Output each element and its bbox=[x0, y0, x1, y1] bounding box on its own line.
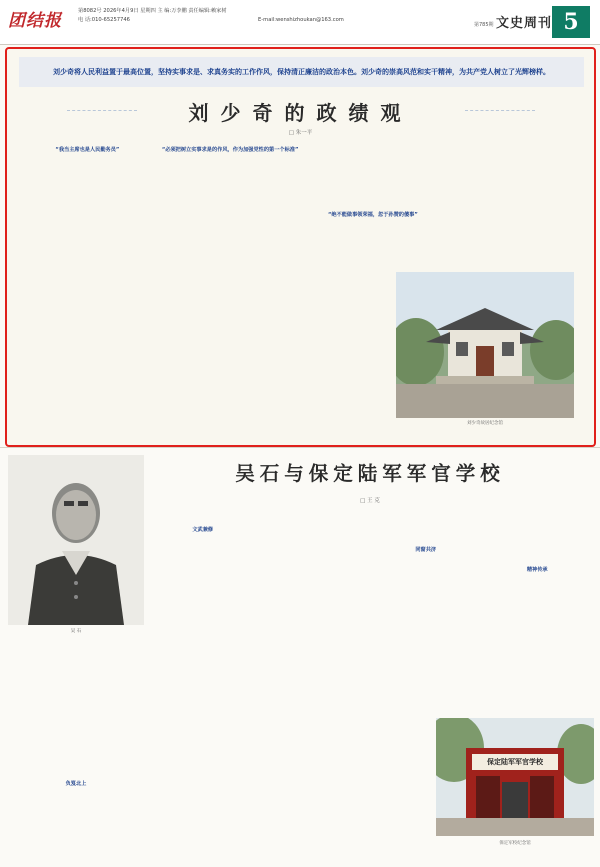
portrait-wu-shi bbox=[8, 455, 144, 625]
newspaper-logo: 团结报 bbox=[8, 11, 62, 31]
subheading: 同窗共济 bbox=[415, 547, 437, 553]
masthead-email bbox=[258, 16, 344, 25]
article-lead: 刘少奇将人民利益置于最高位置，坚持实事求是、求真务实的工作作风，保持清正廉洁的政治本色。刘少奇的崇高风范和实干精神，为共产党人树立了光辉榜样。 bbox=[19, 57, 584, 87]
masthead bbox=[0, 0, 600, 45]
subheading: “绝不能做事领荣福，忽于孙赞的傻事” bbox=[327, 212, 418, 218]
body-column-3 bbox=[262, 506, 368, 714]
body-column-1 bbox=[8, 640, 144, 860]
photo2-caption: 保定军校纪念馆 bbox=[499, 841, 531, 846]
subheading: 精神传承 bbox=[526, 567, 548, 573]
masthead-meta-line2: 电 话:010-65257746 bbox=[78, 17, 130, 23]
subheading: “我当主席也是人民勤务员” bbox=[55, 147, 120, 153]
article2-column-left bbox=[8, 640, 144, 860]
building-illustration bbox=[396, 272, 574, 418]
gate-plaque-text: 保定陆军军官学校 bbox=[487, 757, 543, 766]
body-column-5 bbox=[485, 506, 591, 714]
body-column-1 bbox=[19, 141, 156, 437]
section-divider bbox=[0, 447, 600, 448]
article2-byline: □ 王 克 bbox=[360, 498, 380, 504]
body-column-2 bbox=[150, 506, 256, 714]
photo-memorial-hall bbox=[396, 272, 574, 418]
article2-columns-lower bbox=[150, 718, 430, 858]
masthead-meta-line1: 第8082号 2026年4月9日 星期四 主 编:万李鹏 责任编辑:赖家树 bbox=[78, 8, 227, 14]
body-column-2 bbox=[162, 141, 299, 437]
subheading: 文武兼修 bbox=[192, 527, 214, 533]
photo-caption: 刘少奇故居纪念馆 bbox=[467, 421, 503, 426]
article-title: 刘少奇的政绩观 bbox=[188, 101, 413, 125]
page-number-badge: 5 bbox=[552, 6, 590, 38]
photo-school-gate bbox=[436, 718, 594, 836]
portrait-illustration bbox=[8, 455, 144, 625]
subheading: “必须把树立实事求是的作风，作为加强党性的第一个标准” bbox=[161, 147, 299, 153]
subheading: 负笈北上 bbox=[65, 781, 87, 787]
masthead-meta bbox=[78, 7, 227, 25]
body-column-7 bbox=[293, 718, 430, 858]
article-byline: □ 朱一平 bbox=[288, 130, 313, 136]
portrait-caption: 吴 石 bbox=[70, 629, 82, 634]
body-column-6 bbox=[150, 718, 287, 858]
gate-illustration bbox=[436, 718, 594, 836]
issue-number: 第785期 bbox=[474, 22, 494, 28]
body-column-4 bbox=[373, 506, 479, 714]
masthead-email-text: E-mail:wenshizhoukan@163.com bbox=[258, 17, 344, 23]
article2-title: 吴石与保定陆军军官学校 bbox=[235, 462, 505, 485]
column-title: 文史周刊 bbox=[496, 16, 553, 31]
article2-columns-upper bbox=[150, 506, 590, 714]
